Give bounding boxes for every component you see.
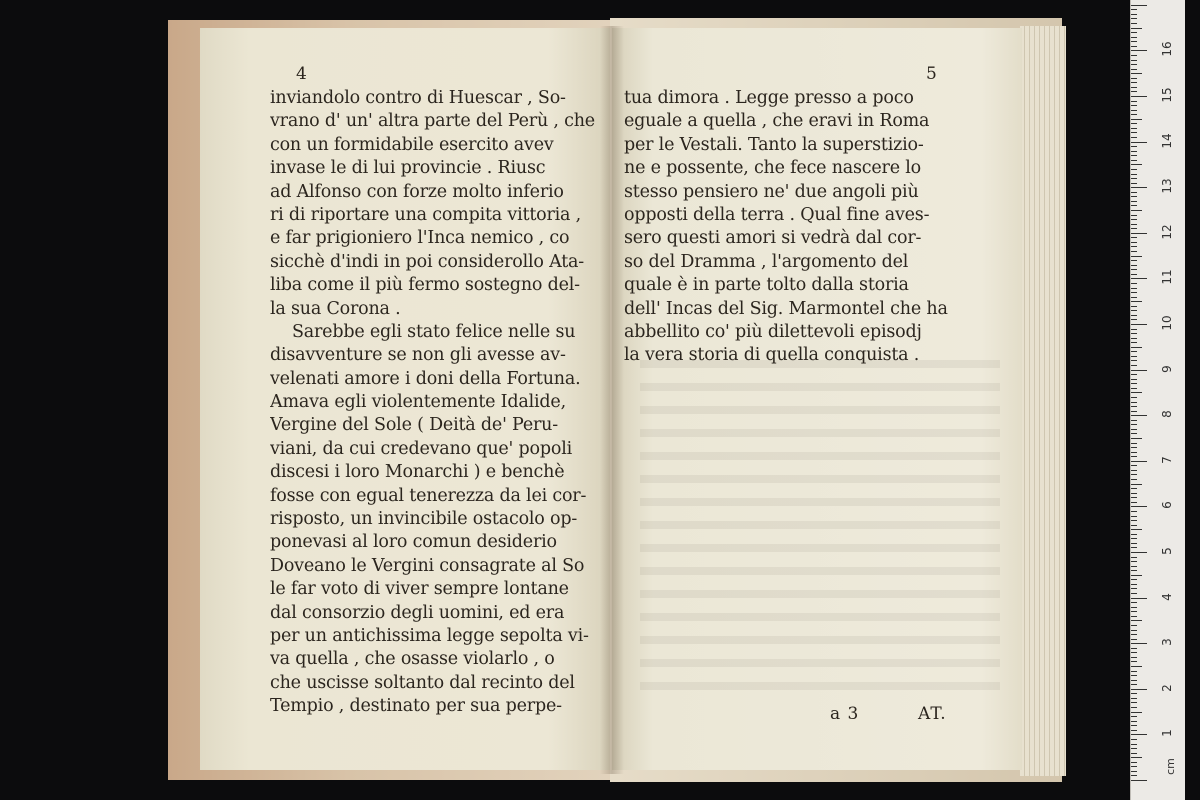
left-page-text-line: sicchè d'indi in poi considerollo Ata-: [270, 251, 584, 272]
ruler-tick: [1131, 46, 1137, 47]
right-page-text-line: per le Vestali. Tanto la superstizio-: [624, 134, 924, 155]
ruler-tick: [1131, 693, 1137, 694]
ruler-tick: [1131, 365, 1137, 366]
ruler-tick: [1131, 671, 1137, 672]
ruler-tick: [1131, 506, 1147, 507]
ruler-tick: [1131, 160, 1137, 161]
ruler-tick: [1131, 87, 1137, 88]
ruler-tick: [1131, 324, 1147, 325]
ruler-tick: [1131, 739, 1137, 740]
ruler-tick: [1131, 224, 1137, 225]
ruler-tick: [1131, 356, 1137, 357]
ruler-tick: [1131, 142, 1147, 143]
ruler-tick: [1131, 447, 1137, 448]
ruler-tick: [1131, 643, 1147, 644]
right-page-text-line: la vera storia di quella conquista .: [624, 345, 920, 366]
ruler-tick: [1131, 283, 1137, 284]
ruler-tick: [1131, 14, 1137, 15]
ruler-tick: [1131, 301, 1142, 302]
ruler-tick: [1131, 96, 1147, 97]
ruler-tick: [1131, 420, 1137, 421]
ruler-tick: [1131, 246, 1137, 247]
signature-mark: a 3: [830, 704, 860, 724]
ruler-tick: [1131, 474, 1137, 475]
ruler-tick: [1131, 256, 1142, 257]
left-page-text-line: disavventure se non gli avesse av-: [270, 345, 566, 366]
ruler-tick: [1131, 456, 1137, 457]
ruler-tick: [1131, 388, 1137, 389]
ruler-tick: [1131, 383, 1137, 384]
ruler-tick: [1131, 192, 1137, 193]
ruler-tick: [1131, 748, 1137, 749]
ruler-tick: [1131, 702, 1137, 703]
ruler-tick: [1131, 114, 1137, 115]
ruler-tick: [1131, 775, 1137, 776]
ruler-number: 2: [1160, 683, 1174, 692]
right-page-text-line: sero questi amori si vedrà dal cor-: [624, 228, 922, 249]
ruler-tick: [1131, 178, 1137, 179]
right-page-text-line: ne e possente, che fece nascere lo: [624, 158, 921, 179]
ruler-number: 14: [1160, 132, 1174, 149]
left-page-text-line: vrano d' un' altra parte del Perù , che: [270, 111, 595, 132]
ruler-tick: [1131, 497, 1137, 498]
ruler-tick: [1131, 269, 1137, 270]
left-page-number: 4: [296, 64, 307, 84]
ruler-tick: [1131, 411, 1137, 412]
ruler-tick: [1131, 566, 1137, 567]
left-page-text-line: ponevasi al loro comun desiderio: [270, 532, 557, 553]
ruler-tick: [1131, 18, 1137, 19]
ruler-tick: [1131, 73, 1142, 74]
ruler-tick: [1131, 228, 1137, 229]
ruler-tick: [1131, 570, 1137, 571]
ruler-tick: [1131, 329, 1137, 330]
ruler-tick: [1131, 137, 1137, 138]
right-page-text-line: dell' Incas del Sig. Marmontel che ha: [624, 298, 948, 319]
ruler-tick: [1131, 593, 1137, 594]
ruler-tick: [1131, 712, 1142, 713]
ruler-tick: [1131, 634, 1137, 635]
ruler-tick: [1131, 607, 1137, 608]
ruler-number: 16: [1160, 41, 1174, 58]
ruler-tick: [1131, 721, 1137, 722]
ruler-tick: [1131, 119, 1142, 120]
ruler-tick: [1131, 757, 1142, 758]
ruler-tick: [1131, 744, 1137, 745]
left-page-text-line: viani, da cui credevano que' popoli: [270, 438, 572, 459]
ruler-tick: [1131, 584, 1137, 585]
ruler-tick: [1131, 625, 1137, 626]
ruler-tick: [1131, 438, 1142, 439]
ruler-tick: [1131, 342, 1137, 343]
ruler-tick: [1131, 648, 1137, 649]
ruler-tick: [1131, 379, 1137, 380]
ruler-tick: [1131, 360, 1137, 361]
ruler-tick: [1131, 429, 1137, 430]
ruler-tick: [1131, 274, 1137, 275]
show-through-text: [640, 360, 1000, 690]
ruler-tick: [1131, 652, 1137, 653]
left-page-text-line: risposto, un invincibile ostacolo op-: [270, 509, 578, 530]
ruler-number: 8: [1160, 410, 1174, 419]
left-page-text-line: con un formidabile esercito avev: [270, 134, 554, 155]
ruler-tick: [1131, 183, 1137, 184]
ruler-tick: [1131, 64, 1137, 65]
ruler-tick: [1131, 82, 1137, 83]
ruler-tick: [1131, 169, 1137, 170]
right-page-text-line: stesso pensiero ne' due angoli più: [624, 181, 919, 202]
ruler-tick: [1131, 5, 1147, 6]
ruler-tick: [1131, 101, 1137, 102]
ruler-tick: [1131, 260, 1137, 261]
ruler-tick: [1131, 543, 1137, 544]
ruler-tick: [1131, 433, 1137, 434]
right-page-text-line: abbellito co' più dilettevoli episodj: [624, 321, 922, 342]
right-page-text-line: so del Dramma , l'argomento del: [624, 251, 909, 272]
ruler-tick: [1131, 28, 1142, 29]
ruler-tick: [1131, 392, 1142, 393]
ruler-tick: [1131, 351, 1137, 352]
ruler-tick: [1131, 174, 1137, 175]
ruler-tick: [1131, 734, 1147, 735]
ruler-tick: [1131, 602, 1137, 603]
ruler-tick: [1131, 237, 1137, 238]
ruler-tick: [1131, 611, 1137, 612]
ruler-tick: [1131, 123, 1137, 124]
ruler-number: 10: [1160, 315, 1174, 331]
ruler-tick: [1131, 146, 1137, 147]
ruler-tick: [1131, 730, 1137, 731]
ruler-tick: [1131, 288, 1137, 289]
page-edges: [1020, 26, 1066, 776]
ruler-tick: [1131, 219, 1137, 220]
ruler-tick: [1131, 201, 1137, 202]
ruler-tick: [1131, 452, 1137, 453]
left-page-text-line: ad Alfonso con forze molto inferio: [270, 181, 564, 202]
ruler-tick: [1131, 37, 1137, 38]
ruler-tick: [1131, 552, 1147, 553]
left-page-text-line: discesi i loro Monarchi ) e benchè: [270, 462, 565, 483]
ruler-tick: [1131, 661, 1137, 662]
ruler-tick: [1131, 402, 1137, 403]
left-page-text-line: che uscisse soltanto dal recinto del: [270, 672, 575, 693]
ruler-tick: [1131, 547, 1137, 548]
ruler-tick: [1131, 155, 1137, 156]
ruler-tick: [1131, 529, 1142, 530]
ruler-number: 4: [1160, 592, 1174, 601]
ruler-tick: [1131, 78, 1137, 79]
ruler-tick: [1131, 55, 1137, 56]
ruler-number: 1: [1160, 729, 1174, 738]
ruler-tick: [1131, 443, 1137, 444]
ruler-tick: [1131, 23, 1137, 24]
ruler-tick: [1131, 598, 1147, 599]
ruler-tick: [1131, 278, 1147, 279]
ruler-tick: [1131, 187, 1147, 188]
ruler-tick: [1131, 557, 1137, 558]
ruler-tick: [1131, 406, 1137, 407]
ruler-number: 15: [1160, 87, 1174, 103]
ruler-tick: [1131, 639, 1137, 640]
right-page-text-line: eguale a quella , che eravi in Roma: [624, 111, 930, 132]
ruler-tick: [1131, 465, 1137, 466]
left-page-text-line: Doveano le Vergini consagrate al So: [270, 555, 585, 576]
right-page-text: [624, 87, 964, 368]
ruler-tick: [1131, 310, 1137, 311]
ruler-unit-label: cm: [1164, 758, 1178, 775]
ruler-tick: [1131, 616, 1137, 617]
ruler-tick: [1131, 666, 1142, 667]
ruler-tick: [1131, 534, 1137, 535]
ruler-tick: [1131, 780, 1147, 781]
left-page-text-line: Vergine del Sole ( Deità de' Peru-: [270, 415, 558, 436]
ruler-tick: [1131, 588, 1137, 589]
left-page-text-line: ri di riportare una compita vittoria ,: [270, 204, 582, 225]
left-page-text-line: invase le di lui provincie . Riusc: [270, 158, 546, 179]
ruler-tick: [1131, 620, 1142, 621]
ruler-number: 6: [1160, 501, 1174, 510]
ruler-tick: [1131, 538, 1137, 539]
ruler-tick: [1131, 493, 1137, 494]
ruler-tick: [1131, 520, 1137, 521]
left-page-text-line: Amava egli violentemente Idalide,: [270, 392, 566, 413]
ruler-tick: [1131, 242, 1137, 243]
ruler-tick: [1131, 41, 1137, 42]
ruler-tick: [1131, 306, 1137, 307]
ruler-tick: [1131, 397, 1137, 398]
left-page-text-line: e far prigioniero l'Inca nemico , co: [270, 228, 570, 249]
left-page-text-line: liba come il più fermo sostegno del-: [270, 275, 580, 296]
ruler-tick: [1131, 675, 1137, 676]
ruler-tick: [1131, 205, 1137, 206]
right-page-text-line: quale è in parte tolto dalla storia: [624, 275, 909, 296]
ruler-tick: [1131, 725, 1137, 726]
ruler-tick: [1131, 561, 1137, 562]
ruler-tick: [1131, 319, 1137, 320]
ruler-tick: [1131, 771, 1137, 772]
ruler-tick: [1131, 233, 1147, 234]
measuring-ruler: [1130, 0, 1185, 800]
ruler-tick: [1131, 69, 1137, 70]
left-page-text-line: inviandolo contro di Huescar , So-: [270, 88, 566, 108]
ruler-tick: [1131, 9, 1137, 10]
ruler-tick: [1131, 766, 1137, 767]
right-page-text-line: opposti della terra . Qual fine aves-: [624, 204, 930, 225]
ruler-tick: [1131, 579, 1137, 580]
ruler-tick: [1131, 105, 1137, 106]
ruler-tick: [1131, 762, 1137, 763]
right-page-number: 5: [926, 64, 937, 84]
ruler-number: 11: [1160, 269, 1174, 286]
left-page-text-line: la sua Corona .: [270, 298, 401, 319]
ruler-tick: [1131, 370, 1147, 371]
ruler-tick: [1131, 128, 1137, 129]
ruler-tick: [1131, 684, 1137, 685]
ruler-tick: [1131, 347, 1142, 348]
ruler-tick: [1131, 210, 1142, 211]
left-page-text-line: fosse con egual tenerezza da lei cor-: [270, 485, 587, 506]
ruler-tick: [1131, 657, 1137, 658]
left-page-text-line: va quella , che osasse violarlo , o: [270, 649, 555, 670]
ruler-tick: [1131, 415, 1147, 416]
ruler-tick: [1131, 297, 1137, 298]
ruler-tick: [1131, 630, 1137, 631]
right-page-text-line: tua dimora . Legge presso a poco: [624, 88, 914, 108]
ruler-tick: [1131, 461, 1147, 462]
ruler-tick: [1131, 91, 1137, 92]
ruler-tick: [1131, 753, 1137, 754]
ruler-tick: [1131, 338, 1137, 339]
ruler-tick: [1131, 60, 1137, 61]
ruler-number: 7: [1160, 455, 1174, 464]
ruler-tick: [1131, 707, 1137, 708]
ruler-tick: [1131, 479, 1137, 480]
ruler-tick: [1131, 374, 1137, 375]
ruler-tick: [1131, 315, 1137, 316]
ruler-tick: [1131, 698, 1137, 699]
ruler-tick: [1131, 32, 1137, 33]
ruler-tick: [1131, 470, 1137, 471]
ruler-tick: [1131, 215, 1137, 216]
ruler-tick: [1131, 151, 1137, 152]
ruler-tick: [1131, 716, 1137, 717]
ruler-tick: [1131, 292, 1137, 293]
ruler-tick: [1131, 516, 1137, 517]
ruler-tick: [1131, 488, 1137, 489]
ruler-tick: [1131, 196, 1137, 197]
ruler-tick: [1131, 424, 1137, 425]
ruler-tick: [1131, 132, 1137, 133]
ruler-tick: [1131, 511, 1137, 512]
ruler-tick: [1131, 502, 1137, 503]
ruler-tick: [1131, 50, 1147, 51]
ruler-number: 3: [1160, 638, 1174, 647]
ruler-number: 13: [1160, 178, 1174, 194]
ruler-tick: [1131, 265, 1137, 266]
ruler-tick: [1131, 525, 1137, 526]
left-page-text-line: velenati amore i doni della Fortuna.: [270, 368, 581, 389]
ruler-number: 5: [1160, 547, 1174, 555]
ruler-tick: [1131, 689, 1147, 690]
left-page-text-line: Tempio , destinato per sua perpe-: [270, 696, 562, 717]
left-page-text-line: per un antichissima legge sepolta vi-: [270, 625, 589, 646]
ruler-tick: [1131, 575, 1142, 576]
ruler-number: 9: [1160, 364, 1174, 373]
ruler-tick: [1131, 333, 1137, 334]
ruler-tick: [1131, 484, 1142, 485]
left-page-text-line: Sarebbe egli stato felice nelle su: [292, 321, 576, 342]
left-page-text-line: le far voto di viver sempre lontane: [270, 579, 569, 600]
ruler-tick: [1131, 251, 1137, 252]
left-page-text: [270, 87, 610, 719]
ruler-tick: [1131, 680, 1137, 681]
ruler-number: 12: [1160, 224, 1174, 240]
catchword: AT.: [918, 704, 947, 724]
ruler-tick: [1131, 110, 1137, 111]
ruler-tick: [1131, 164, 1142, 165]
left-page-text-line: dal consorzio degli uomini, ed era: [270, 602, 565, 623]
